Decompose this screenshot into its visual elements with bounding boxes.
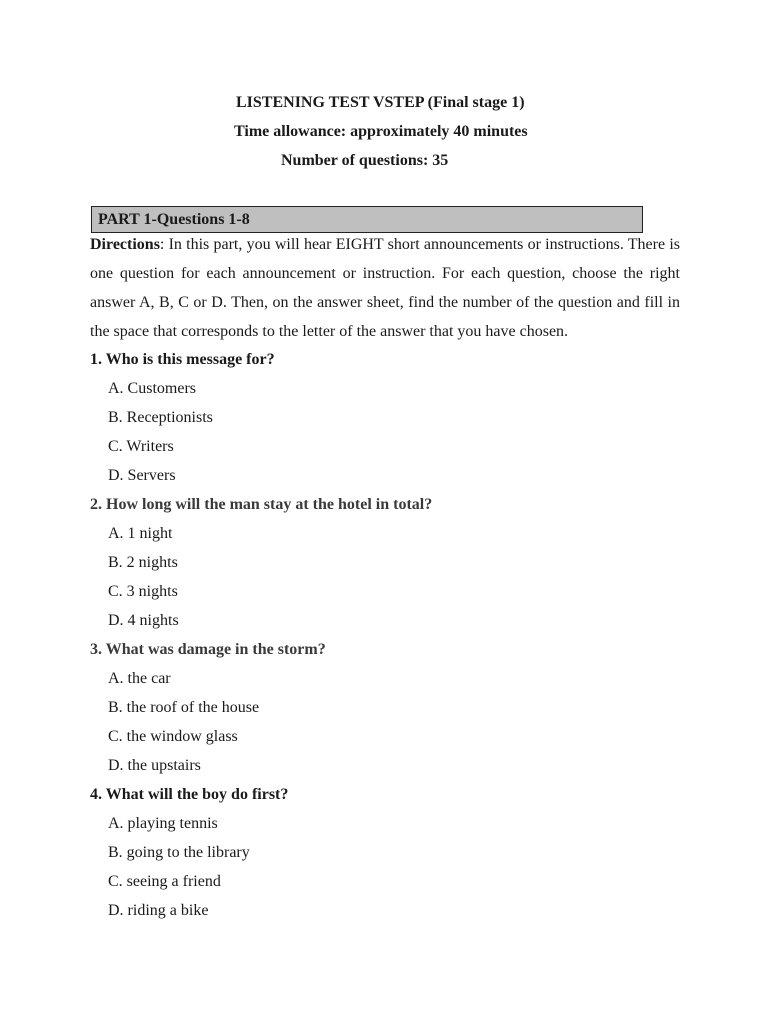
question-2: 2. How long will the man stay at the hotel in total?	[90, 496, 433, 513]
question-2-option-d: D. 4 nights	[108, 612, 179, 629]
question-2-option-c: C. 3 nights	[108, 583, 178, 600]
time-allowance: Time allowance: approximately 40 minutes	[234, 123, 528, 140]
question-4-option-d: D. riding a bike	[108, 902, 209, 919]
question-3: 3. What was damage in the storm?	[90, 641, 326, 658]
directions-label: Directions	[90, 236, 160, 253]
question-1: 1. Who is this message for?	[90, 351, 275, 368]
directions-text: : In this part, you will hear EIGHT short announcements or instructions. There is one question for each announcement or instruction. For each question, choose the right answer A, B, C or D. Then, on the answer sheet, find the number of the question and fill in the space that corresponds to the letter of the answer that you have chosen.	[90, 236, 680, 340]
question-4-option-a: A. playing tennis	[108, 815, 218, 832]
question-4: 4. What will the boy do first?	[90, 786, 289, 803]
question-4-option-c: C. seeing a friend	[108, 873, 221, 890]
number-of-questions: Number of questions: 35	[281, 152, 449, 169]
question-1-option-c: C. Writers	[108, 438, 174, 455]
question-2-option-b: B. 2 nights	[108, 554, 178, 571]
question-1-option-d: D. Servers	[108, 467, 176, 484]
directions-paragraph	[90, 230, 680, 346]
question-3-option-a: A. the car	[108, 670, 171, 687]
question-1-option-a: A. Customers	[108, 380, 196, 397]
question-3-option-b: B. the roof of the house	[108, 699, 260, 716]
question-4-option-b: B. going to the library	[108, 844, 250, 861]
question-3-option-d: D. the upstairs	[108, 757, 201, 774]
test-title: LISTENING TEST VSTEP (Final stage 1)	[236, 94, 525, 111]
question-1-option-b: B. Receptionists	[108, 409, 213, 426]
question-3-option-c: C. the window glass	[108, 728, 238, 745]
question-2-option-a: A. 1 night	[108, 525, 173, 542]
part-heading: PART 1-Questions 1-8	[91, 206, 643, 233]
